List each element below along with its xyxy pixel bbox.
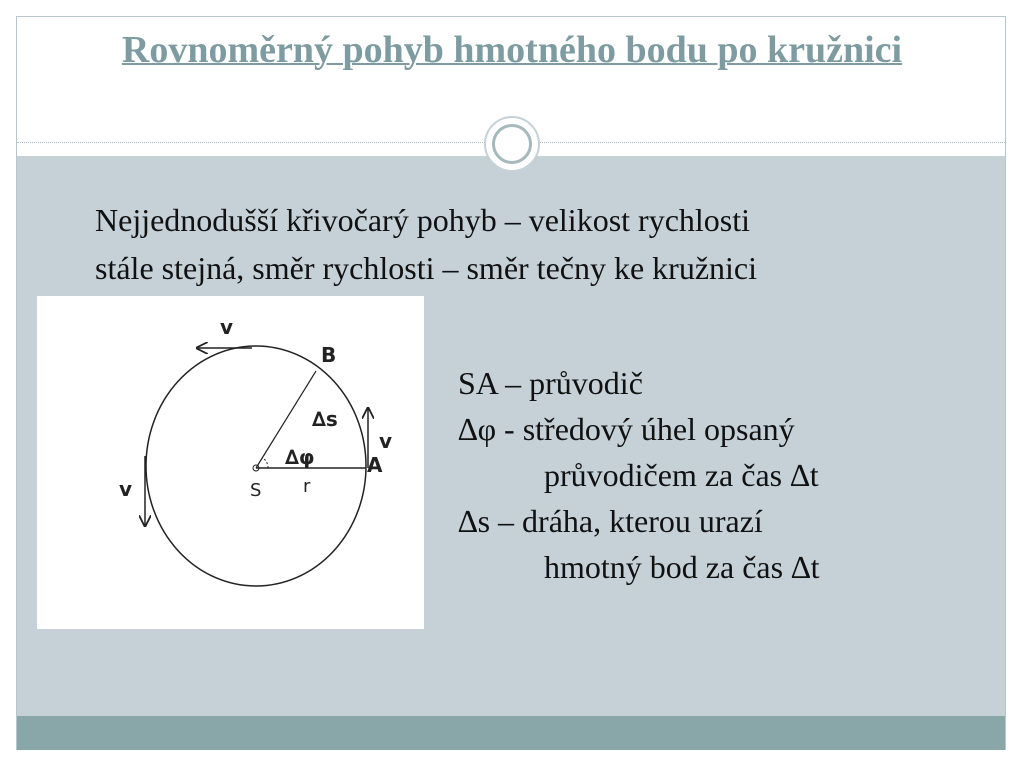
- label-delta-s: ∆s: [312, 407, 338, 431]
- label-r: r: [303, 476, 311, 497]
- angle-arc: [263, 458, 268, 468]
- legend-line-4: ∆s – dráha, kterou urazí: [458, 503, 763, 539]
- intro-text: [95, 196, 1015, 292]
- label-v-top: v: [220, 315, 234, 339]
- trajectory-circle: [146, 346, 366, 586]
- footer-bar: [17, 716, 1005, 750]
- label-v-right: v: [379, 429, 393, 453]
- legend-line-5: hmotný bod za čas ∆t: [544, 549, 820, 585]
- legend-line-1: SA – průvodič: [458, 365, 643, 401]
- slide-title: Rovnoměrný pohyb hmotného bodu po kružnici: [121, 29, 903, 71]
- intro-line-2: stále stejná, směr rychlosti – směr tečny ke kružnici: [95, 250, 758, 286]
- legend-line-3: průvodičem za čas ∆t: [544, 457, 819, 493]
- label-a: A: [367, 453, 383, 477]
- label-b: B: [321, 343, 337, 367]
- circle-ornament-icon: [484, 116, 540, 172]
- label-delta-phi: ∆φ: [285, 445, 315, 469]
- legend-text: [458, 360, 1018, 590]
- legend-line-2: ∆φ - středový úhel opsaný: [458, 411, 795, 447]
- circle-motion-diagram: [37, 296, 424, 629]
- label-v-left: v: [119, 477, 133, 501]
- label-s: S: [250, 480, 262, 501]
- diagram-svg: [37, 296, 424, 629]
- intro-line-1: Nejjednodušší křivočarý pohyb – velikost rychlosti: [95, 202, 751, 238]
